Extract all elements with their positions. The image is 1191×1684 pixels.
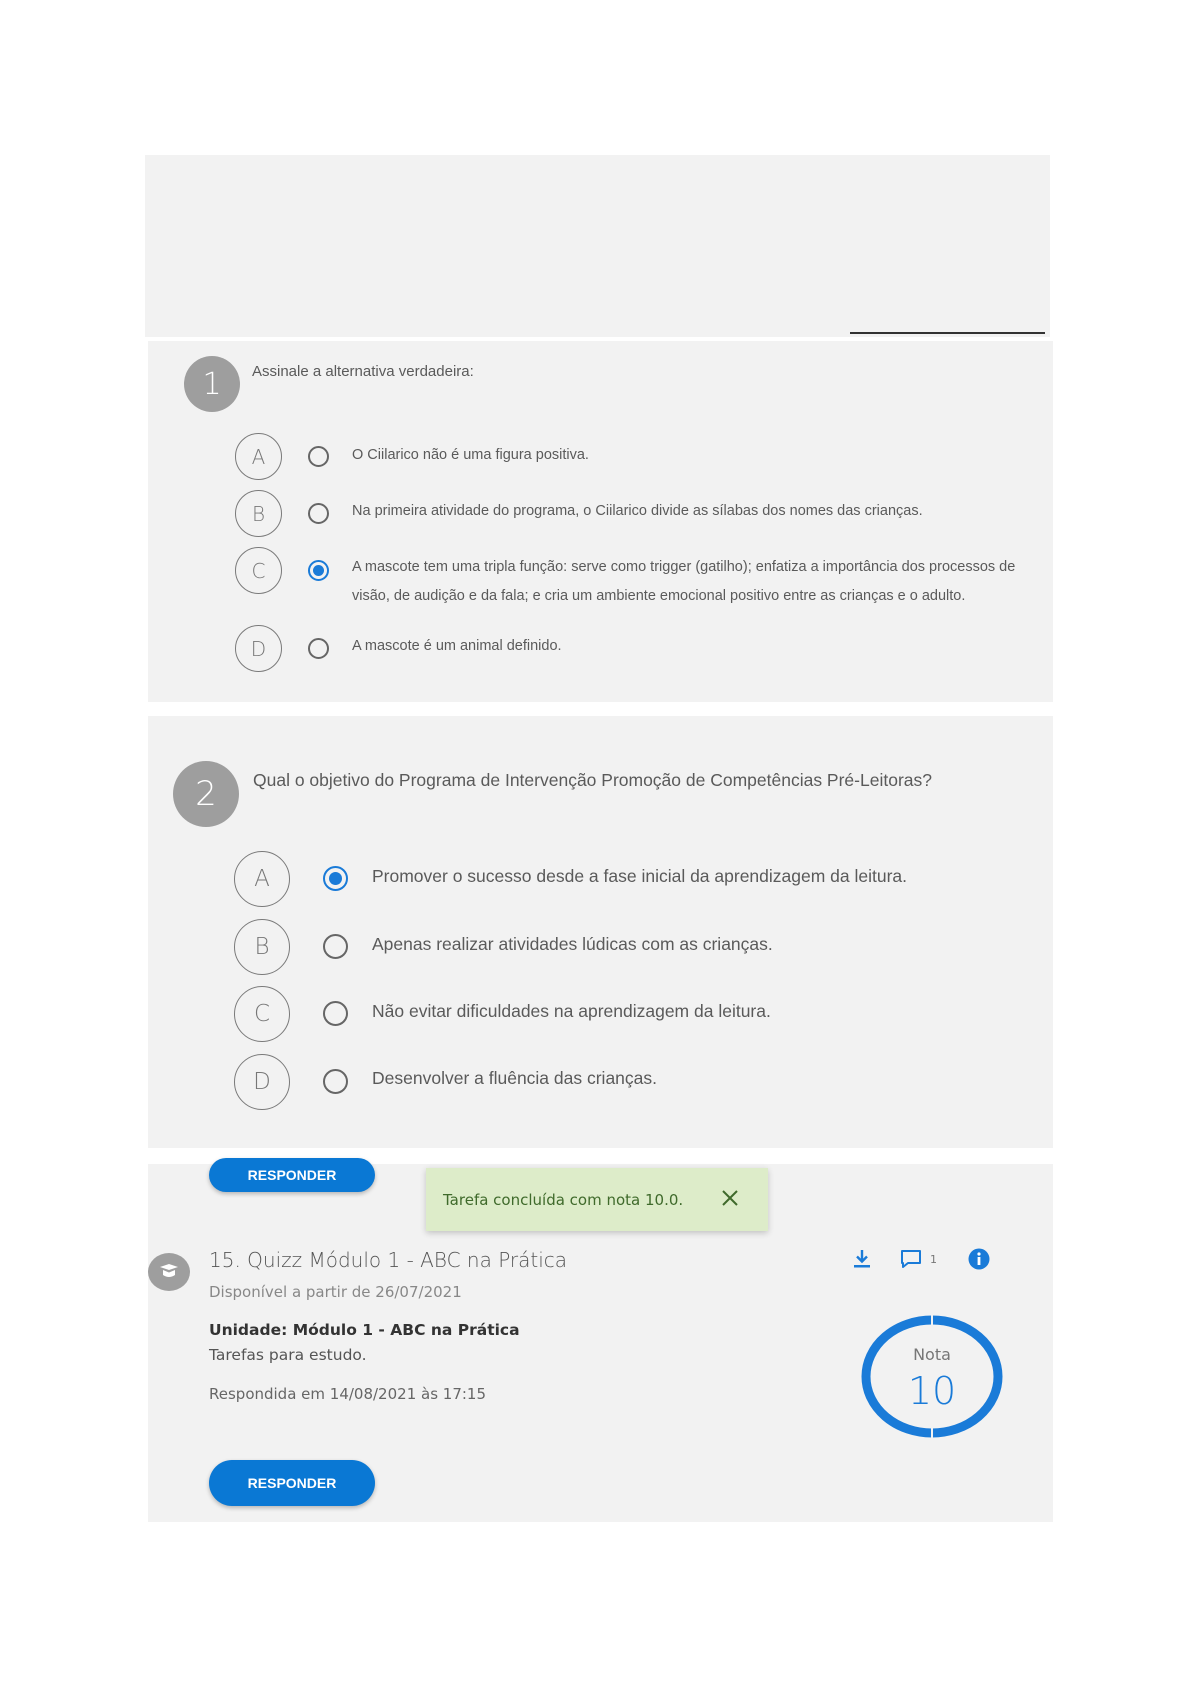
option-text-b: Na primeira atividade do programa, o Ciilarico divide as sílabas dos nomes das crianças. <box>352 503 923 519</box>
option-text-d: Desenvolver a fluência das crianças. <box>372 1068 658 1088</box>
radio-option-d[interactable] <box>323 1069 348 1094</box>
task-answered-date: Respondida em 14/08/2021 às 17:15 <box>209 1385 487 1403</box>
respond-button[interactable]: RESPONDER <box>209 1460 375 1506</box>
grade-label: Nota <box>913 1345 951 1364</box>
radio-option-a[interactable] <box>323 866 348 891</box>
option-letter-a: A <box>234 851 290 907</box>
question-2-panel <box>148 716 1053 1148</box>
question-1-panel <box>148 341 1053 702</box>
question-number-badge: 2 <box>173 761 239 827</box>
radio-option-c[interactable] <box>323 1001 348 1026</box>
respond-button-top[interactable]: RESPONDER <box>209 1158 375 1192</box>
quiz-icon <box>148 1253 190 1291</box>
option-text-c: A mascote tem uma tripla função: serve como trigger (gatilho); enfatiza a importância dos processos de visão, de audição e da fala; e cria um ambiente emocional positivo entre as crianças e o adulto. <box>352 559 1016 604</box>
option-letter-b: B <box>235 490 282 537</box>
option-text-a: O Ciilarico não é uma figura positiva. <box>352 447 589 463</box>
option-letter-b: B <box>234 919 290 975</box>
option-letter-c: C <box>234 986 290 1042</box>
task-unit: Unidade: Módulo 1 - ABC na Prática <box>209 1321 520 1339</box>
download-icon <box>852 1248 872 1270</box>
radio-option-d[interactable] <box>308 638 329 659</box>
task-panel <box>148 1164 1053 1522</box>
comment-icon <box>900 1248 922 1270</box>
header-panel <box>145 155 1050 337</box>
option-letter-d: D <box>235 625 282 672</box>
option-letter-a: A <box>235 433 282 480</box>
grade-ring <box>861 1315 1003 1438</box>
radio-option-c[interactable] <box>308 560 329 581</box>
info-icon <box>968 1248 990 1270</box>
toast-message: Tarefa concluída com nota 10.0. <box>443 1190 684 1209</box>
option-letter-c: C <box>235 547 282 594</box>
question-text: Assinale a alternativa verdadeira: <box>252 363 474 380</box>
option-text-d: A mascote é um animal definido. <box>352 638 562 654</box>
grade-value: 10 <box>907 1369 957 1413</box>
option-text-c: Não evitar dificuldades na aprendizagem da leitura. <box>372 1001 771 1021</box>
option-text-a: Promover o sucesso desde a fase inicial da aprendizagem da leitura. <box>372 866 908 886</box>
header-underline <box>850 332 1045 334</box>
task-availability: Disponível a partir de 26/07/2021 <box>209 1283 462 1301</box>
info-button[interactable] <box>968 1248 990 1270</box>
toast-notification <box>426 1168 768 1231</box>
comments-button[interactable] <box>900 1248 937 1270</box>
close-icon[interactable] <box>718 1186 742 1210</box>
task-title[interactable]: 15. Quizz Módulo 1 - ABC na Prática <box>209 1248 568 1272</box>
comment-count: 1 <box>930 1252 937 1266</box>
question-number-badge: 1 <box>184 356 240 412</box>
option-text-b: Apenas realizar atividades lúdicas com as crianças. <box>372 934 773 954</box>
download-button[interactable] <box>852 1248 872 1270</box>
option-letter-d: D <box>234 1054 290 1110</box>
radio-option-a[interactable] <box>308 446 329 467</box>
radio-option-b[interactable] <box>323 934 348 959</box>
radio-option-b[interactable] <box>308 503 329 524</box>
task-description: Tarefas para estudo. <box>209 1346 367 1364</box>
question-text: Qual o objetivo do Programa de Intervenção Promoção de Competências Pré-Leitoras? <box>253 770 932 790</box>
